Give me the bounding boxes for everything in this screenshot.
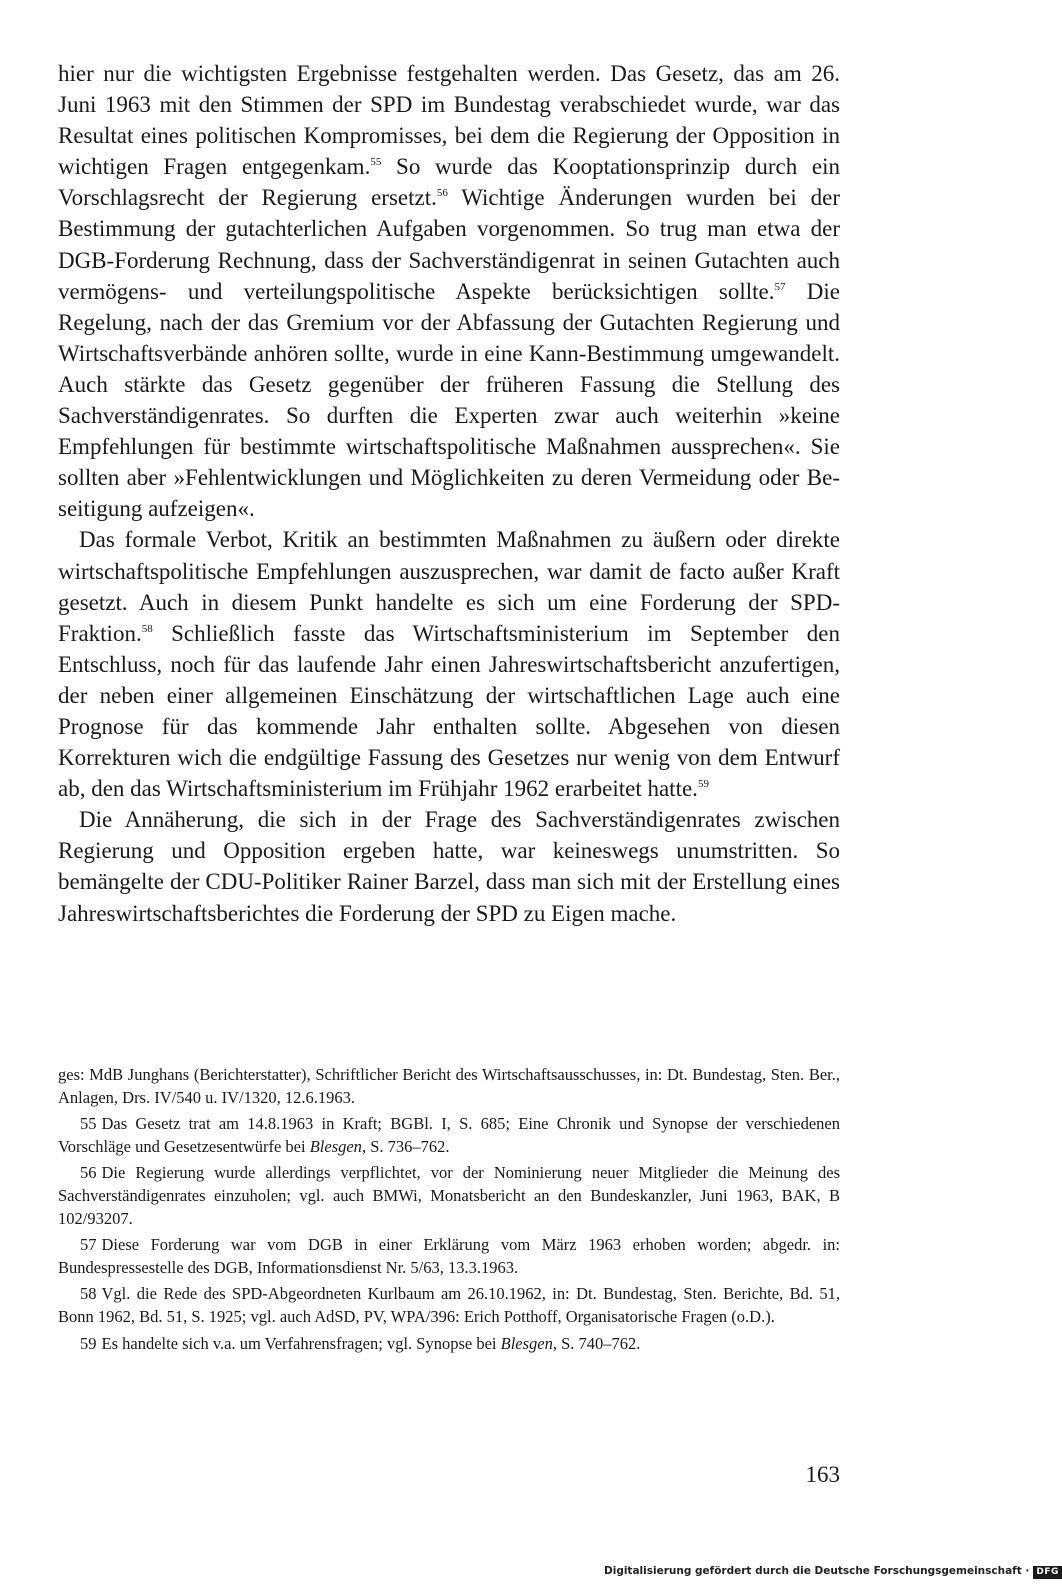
footnote-56: 56 Die Regierung wurde allerdings verpflichtet, vor der Nominierung neuer Mitglieder die Meinung des Sachverständigenrates einzuholen; vgl. auch BMWi, Monatsbericht an den Bundeskanzler, Juni 1963, BAK, B 102/93207.	[58, 1163, 840, 1228]
footnote-number: 56	[80, 1163, 97, 1183]
footnote-number: 57	[80, 1235, 97, 1255]
credit-text: Digitalisierung gefördert durch die Deutsche Forschungsgemeinschaft ·	[604, 1565, 1030, 1577]
digitization-credit	[604, 1565, 1059, 1581]
footnote-57: 57 Diese Forderung war vom DGB in einer Erklärung vom März 1963 erhoben worden; abgedr. in: Bundespressestelle des DGB, Informationsdienst Nr. 5/63, 13.3.1963.	[58, 1235, 840, 1277]
footnote-ref-55[interactable]: 55	[370, 156, 382, 169]
footnote-number: 59	[80, 1333, 97, 1353]
paragraph-1: hier nur die wichtigsten Ergebnisse festgehalten werden. Das Gesetz, das am 26. Juni 1963 mit den Stimmen der SPD im Bundestag verabschiedet wurde, war das Resultat eines politischen Kompromisses, bei dem die Regierung der Opposition in wichtigen Fragen entgegenkam.$^{55}$ So wurde das Kooptationsprinzip durch ein Vorschlagsrecht der Regierung ersetzt.$^{56}$ Wichtige Änderungen wurden bei der Bestimmung der gutachterlichen Aufgaben vorgenommen. So trug man etwa der DGB-Forderung Rechnung, dass der Sachverständigenrat in seinen Gutachten auch vermögens- und verteilungspolitische Aspekte berücksichtigen sollte.$^{57}$ Die Regelung, nach der das Gremium vor der Abfassung der Gutachten Regierung und Wirtschaftsverbände anhören sollte, wurde in eine Kann-Bestimmung umgewandelt. Auch stärkte das Gesetz gegenüber der früheren Fassung die Stellung des Sachverständigenrates. So durften die Experten zwar auch weiterhin »keine Empfehlungen für bestimmte wirtschaftspolitische Maßnahmen aussprechen«. Sie sollten aber »Fehlentwicklungen und Möglichkeiten zu deren Vermeidung oder Beseitigung aufzeigen«.	[58, 61, 841, 522]
footnote-58: 58 Vgl. die Rede des SPD-Abgeordneten Kurlbaum am 26.10.1962, in: Dt. Bundestag, Sten. Berichte, Bd. 51, Bonn 1962, Bd. 51, S. 1925; vgl. auch AdSD, PV, WPA/396: Erich Potthoff, Organisatorische Fragen (o.D.).	[58, 1284, 840, 1326]
footnote-number: 55	[80, 1114, 97, 1134]
footnote-59: 59 Es handelte sich v.a. um Verfahrensfragen; vgl. Synopse bei Blesgen, S. 740–762.	[80, 1333, 641, 1353]
body-text	[58, 58, 840, 929]
footnotes	[58, 1064, 840, 1359]
dfg-logo-icon: DFG	[1033, 1566, 1062, 1579]
footnote-ref-57[interactable]: 57	[774, 280, 786, 293]
footnote-number: 58	[80, 1284, 97, 1304]
paragraph-3: Die Annäherung, die sich in der Frage des Sachverständigenrates zwischen Regierung und Opposition ergeben hatte, war keineswegs unumstritten. So bemängelte der CDU-Politiker Rainer Barzel, dass man sich mit der Erstellung eines Jahreswirtschaftsberichtes die Forderung der SPD zu Eigen mache.	[58, 807, 840, 926]
footnote-ref-58[interactable]: 58	[141, 622, 153, 635]
paragraph-2: Das formale Verbot, Kritik an bestimmten Maßnahmen zu äußern oder direkte wirtschaftspolitische Empfehlungen auszusprechen, war damit de facto außer Kraft gesetzt. Auch in diesem Punkt handelte es sich um eine Forderung der SPD-Fraktion.$^{58}$ Schließlich fasste das Wirtschaftsministerium im September den Entschluss, noch für das laufende Jahr einen Jahreswirtschaftsbericht anzufertigen, der neben einer allgemeinen Einschätzung der wirtschaftlichen Lage auch eine Prognose für das kommende Jahr enthalten sollte. Abgesehen von diesen Korrekturen wich die endgültige Fassung des Gesetzes nur wenig von dem Entwurf ab, den das Wirtschaftsministerium im Frühjahr 1962 erarbeitet hatte.$^{59}$	[58, 527, 840, 802]
footnote-55: 55 Das Gesetz trat am 14.8.1963 in Kraft; BGBl. I, S. 685; Eine Chronik und Synopse der verschiedenen Vorschläge und Gesetzesentwürfe bei Blesgen, S. 736–762.	[58, 1114, 840, 1156]
footnote-ref-59[interactable]: 59	[697, 778, 709, 791]
page-number: 163	[805, 1462, 840, 1487]
footnote-ref-56[interactable]: 56	[436, 187, 448, 200]
footnote-continuation: ges: MdB Junghans (Berichterstatter), Schriftlicher Bericht des Wirtschaftsausschusses, in: Dt. Bundestag, Sten. Ber., Anlagen, Drs. IV/540 u. IV/1320, 12.6.1963.	[58, 1065, 840, 1107]
